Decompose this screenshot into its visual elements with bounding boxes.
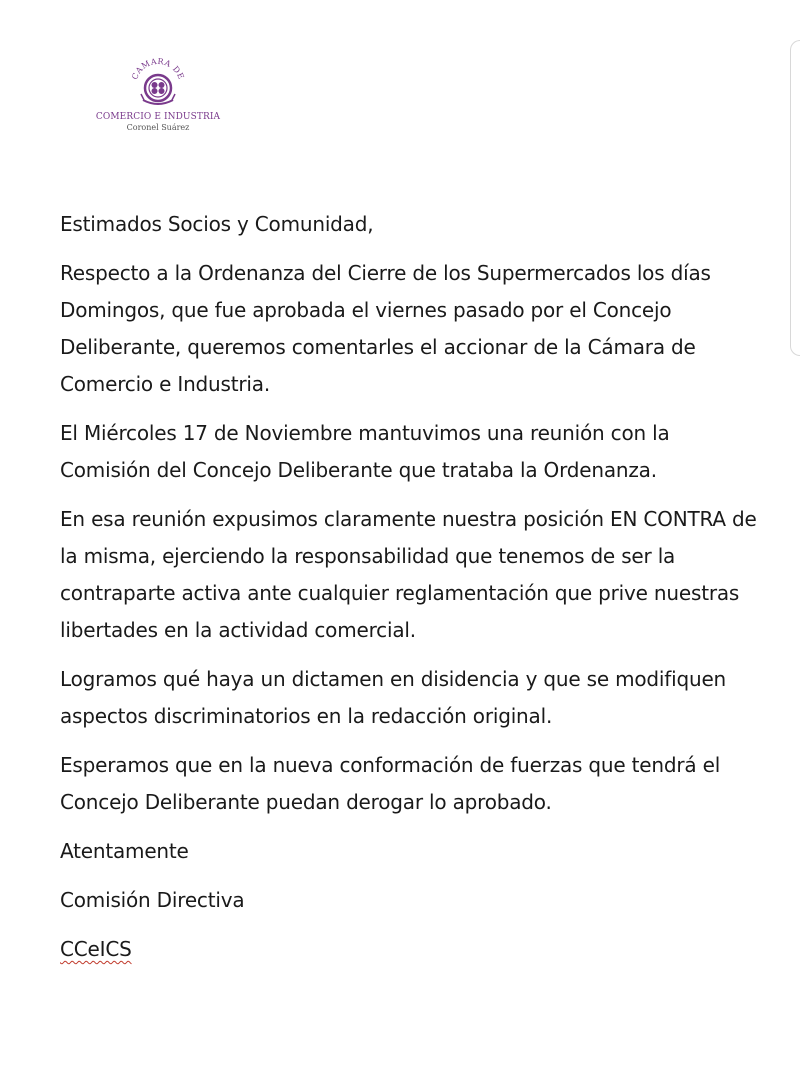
letter-body [60,206,760,980]
logo-chamber-name: COMERCIO E INDUSTRIA [95,112,221,122]
letter-paragraph: Esperamos que en la nueva conformación de fuerzas que tendrá el Concejo Deliberante puedan derogar lo aprobado. [60,753,721,814]
logo-arc-text: CAMARA DE [130,56,186,81]
letter-paragraph: Respecto a la Ordenanza del Cierre de los Supermercados los días Domingos, que fue aprobada el viernes pasado por el Concejo Deliberante, queremos comentarles el accionar de la Cámara de Comercio e Industria. [60,261,711,396]
chamber-emblem-icon [123,48,193,110]
chamber-logo [82,48,234,132]
svg-text:CAMARA DE [130,57,186,81]
letter-signature: CCeICS [60,937,132,961]
letter-signatory: Comisión Directiva [60,888,245,912]
logo-city: Coronel Suárez [126,123,190,132]
letter-closing: Atentamente [60,839,189,863]
letter-paragraph: El Miércoles 17 de Noviembre mantuvimos una reunión con la Comisión del Concejo Deliberante que trataba la Ordenanza. [60,421,670,482]
letter-paragraph: Logramos qué haya un dictamen en disidencia y que se modifiquen aspectos discriminatorios en la redacción original. [60,667,727,728]
page-edge-divider [790,40,800,356]
letter-paragraph: En esa reunión expusimos claramente nuestra posición EN CONTRA de la misma, ejerciendo la responsabilidad que tenemos de ser la contraparte activa ante cualquier reglamentación que prive nuestras libertades en la actividad comercial. [60,507,757,642]
letter-greeting: Estimados Socios y Comunidad, [60,212,374,236]
letter-signature-wrap [60,931,760,968]
